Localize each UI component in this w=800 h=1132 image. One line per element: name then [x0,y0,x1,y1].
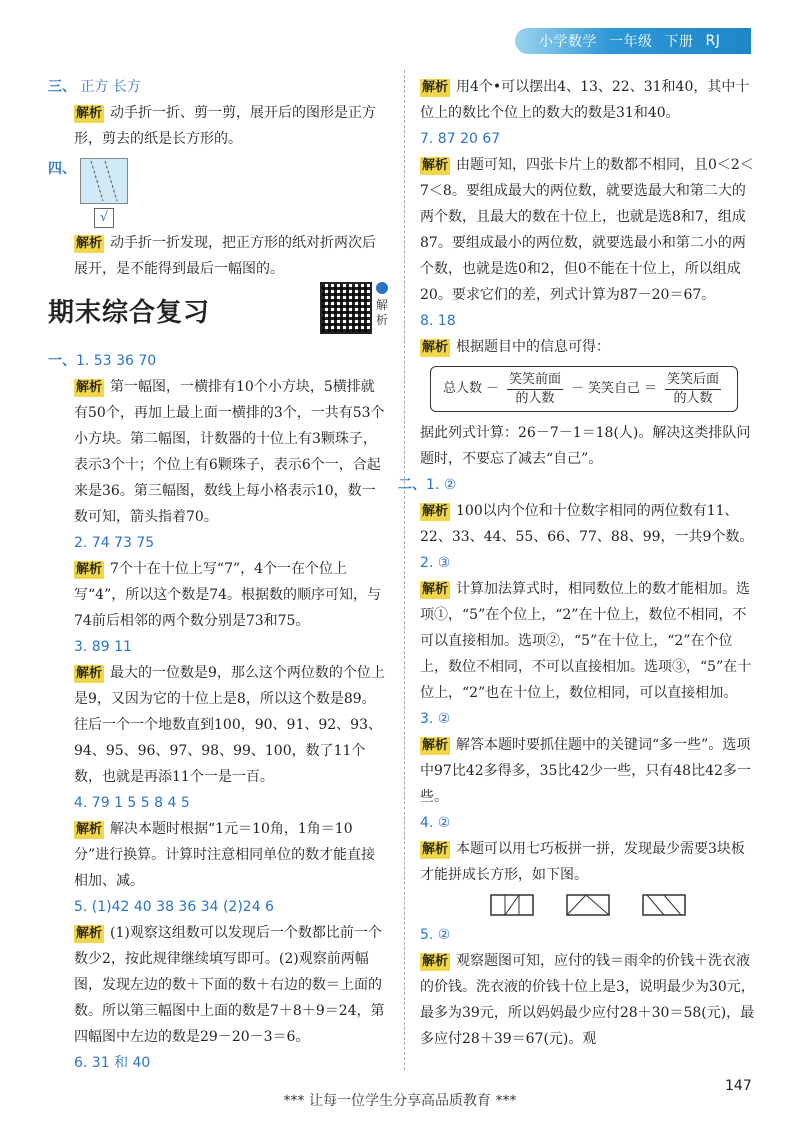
rectangle-parallel-icon [642,894,686,916]
analysis-text: 用4个•可以摆出4、13、22、31和40，其中十位上的数比个位上的数大的数是31和40。 [420,79,750,121]
q8-answer [420,308,756,334]
answer-text: 4. 79 1 5 5 8 4 5 [74,795,190,811]
fold-lines-icon [81,159,127,203]
p2q4-analysis [420,836,756,888]
answer-text: 3. ② [420,711,451,727]
q5-analysis [48,920,386,1050]
formula-behind-bottom: 的人数 [673,390,713,406]
rectangle-split-icon [490,894,534,916]
q2-answer [48,530,386,556]
analysis-tag: 解析 [76,562,103,577]
q1-analysis [48,374,386,530]
q8-analysis [420,334,756,360]
qr-label [376,282,390,328]
q6-answer [48,1050,386,1076]
answer-text: 1. ② [426,477,457,493]
play-icon [376,282,388,294]
formula-behind [665,371,721,408]
rectangle-triangle-icon [566,894,610,916]
analysis-text: 解决本题时根据“1元＝10角，1角＝10分”进行换算。计算时注意相同单位的数才能直接相加、减。 [74,821,376,889]
analysis-tag: 解析 [422,340,449,355]
column-divider [404,70,405,1070]
header-edition: RJ [705,33,721,49]
review-title-row [48,288,389,344]
formula-self: 笑笑自己 [588,381,641,396]
page-number: 147 [725,1078,752,1094]
left-column [48,74,389,1076]
answer-text: 8. 18 [420,313,456,329]
answer-text: 5. ② [420,927,451,943]
section-4-answer [48,156,386,204]
part-2-label: 二、 [398,477,426,493]
p2q4-answer [420,810,756,836]
section-3-answer [48,74,386,100]
answer-text: 5. (1)42 40 38 36 34 (2)24 6 [74,899,274,915]
formula-equals: ＝ [644,381,658,396]
q1-answer [48,348,386,374]
analysis-text: 100以内个位和十位数字相同的两位数有11、22、33、44、55、66、77、88、99，一共9个数。 [420,503,754,545]
formula-total: 总人数 [442,381,482,396]
analysis-tag: 解析 [76,106,103,121]
analysis-text: 计算加法算式时，相同数位上的数才能相加。选项①，“5”在个位上，“2”在十位上，数位不相同，不可以直接相加。选项②，“5”在十位上，“2”在个位上，数位不相同，不可以直接相加。选项③，“5”在十位上，“2”也在十位上，数位相同，可以直接相加。 [420,581,752,701]
formula-front-bottom: 的人数 [515,390,555,406]
analysis-text: 由题可知，四张卡片上的数都不相同，且0＜2＜7＜8。要组成最大的两位数，就要选最大和第二大的两个数，且最大的数在十位上，也就是选8和7，组成87。要组成最小的两位数，就要选最小和第二小的两个数，也就是选0和2，但0不能在十位上，所以组成20。要求它们的差，列式计算为87－20＝67。 [420,157,754,303]
analysis-text: 本题可以用七巧板拼一拼，发现最少需要3块板才能拼成长方形，如下图。 [420,841,745,883]
q2-analysis [48,556,386,634]
formula-behind-top: 笑笑后面 [665,371,721,390]
q3-analysis [48,660,386,790]
footer-slogan: *** 让每一位学生分享高品质教育 *** [283,1093,517,1109]
analysis-text: 最大的一位数是9，那么这个两位数的个位上是9，又因为它的十位上是8，所以这个数是89。往后一个一个地数直到100，90、91、92、93、94、95、96、97、98、99、100，数了11个数，也就是再添11个一是一百。 [74,665,385,785]
q6-analysis [420,74,756,126]
answer-text: 2. ③ [420,555,451,571]
q5-answer [48,894,386,920]
analysis-text: 动手折一折、剪一剪，展开后的图形是正方形，剪去的纸是长方形的。 [74,105,377,147]
p2q2-answer [420,550,756,576]
analysis-text: 解答本题时要抓住题中的关键词“多一些”。选项中97比42多得多，35比42少一些，只有48比42多一些。 [420,737,751,805]
q3-answer [48,634,386,660]
part-1-label: 一、 [48,353,76,369]
queue-formula-box [430,366,738,412]
q7-analysis [420,152,756,308]
qr-code-icon[interactable] [320,282,372,334]
check-mark-box: √ [94,208,114,228]
analysis-text: 观察题图可知，应付的钱＝雨伞的价钱＋洗衣液的价钱。洗衣液的价钱十位上是3，说明最少为30元，最多为39元，所以妈妈最少应付28＋30＝58(元)，最多应付28＋39＝67(元)。观 [420,953,755,1047]
section-3-analysis [48,100,386,152]
answer-text: 7. 87 20 67 [420,131,501,147]
section-4-label: 四、 [48,161,76,177]
p2q3-analysis [420,732,756,810]
folded-paper-figure [80,158,128,204]
answer-text: 4. ② [420,815,451,831]
formula-minus: － [570,381,584,396]
analysis-tag: 解析 [76,380,103,395]
formula-front [507,371,563,408]
answer-text: 3. 89 11 [74,639,132,655]
p2q5-answer [420,922,756,948]
answer-text: 1. 53 36 70 [76,353,157,369]
analysis-tag: 解析 [422,582,449,597]
p2q5-analysis [420,948,756,1052]
p2q2-analysis [420,576,756,706]
header-subject: 小学数学 [539,34,597,50]
analysis-text: 动手折一折发现，把正方形的纸对折两次后展开，是不能得到最后一幅图的。 [74,235,377,277]
p2q3-answer [420,706,756,732]
analysis-tag: 解析 [422,842,449,857]
section-4-analysis [48,230,386,282]
header-banner [515,28,751,54]
analysis-tag: 解析 [422,158,449,173]
analysis-text: 7个十在十位上写“7”，4个一在个位上写“4”，所以这个数是74。根据数的顺序可知，与74前后相邻的两个数分别是73和75。 [74,561,382,629]
q4-analysis [48,816,386,894]
analysis-tag: 解析 [422,954,449,969]
analysis-text: (1)观察这组数可以发现后一个数都比前一个数少2，按此规律继续填写即可。(2)观察前两幅图，发现左边的数＋下面的数＋右边的数＝上面的数。所以第三幅图中上面的数是7＋8＋9＝24，第四幅图中左边的数是29－20－3＝6。 [74,925,385,1045]
tangram-rectangles [420,894,756,916]
header-volume: 下册 [664,34,694,50]
analysis-text: 第一幅图，一横排有10个小方块，5横排就有50个，再加上最上面一横排的3个，一共有53个小方块。第二幅图，计数器的十位上有3颗珠子，表示3个十；个位上有6颗珠子，表示6个一，合起来是36。第三幅图，数线上每小格表示10，数一数可知，箭头指着70。 [74,379,385,525]
analysis-tag: 解析 [422,504,449,519]
section-4-check-row [48,204,386,230]
analysis-tag: 解析 [422,738,449,753]
analysis-text: 据此列式计算：26－7－1＝18(人)。解决这类排队问题时，不要忘了减去“自己”。 [420,425,751,467]
p2q1-analysis [420,498,756,550]
formula-front-top: 笑笑前面 [507,371,563,390]
answer-text: 6. 31 和 40 [74,1055,151,1071]
right-column [398,74,756,1052]
header-grade: 一年级 [609,34,653,50]
q4-answer [48,790,386,816]
p2q1-answer [398,472,756,498]
section-3-label: 三、 [48,79,76,95]
formula-minus: － [485,381,499,396]
q8-analysis-2 [420,420,756,472]
analysis-tag: 解析 [76,926,103,941]
section-3-answer-text: 正方 长方 [80,79,141,95]
q7-answer [420,126,756,152]
answer-text: 2. 74 73 75 [74,535,155,551]
analysis-text: 根据题目中的信息可得： [456,339,611,355]
analysis-tag: 解析 [76,822,103,837]
page-title: 期末综合复习 [48,298,211,328]
analysis-tag: 解析 [76,236,103,251]
analysis-tag: 解析 [76,666,103,681]
qr-label-text: 解析 [376,298,389,327]
analysis-tag: 解析 [422,80,449,95]
